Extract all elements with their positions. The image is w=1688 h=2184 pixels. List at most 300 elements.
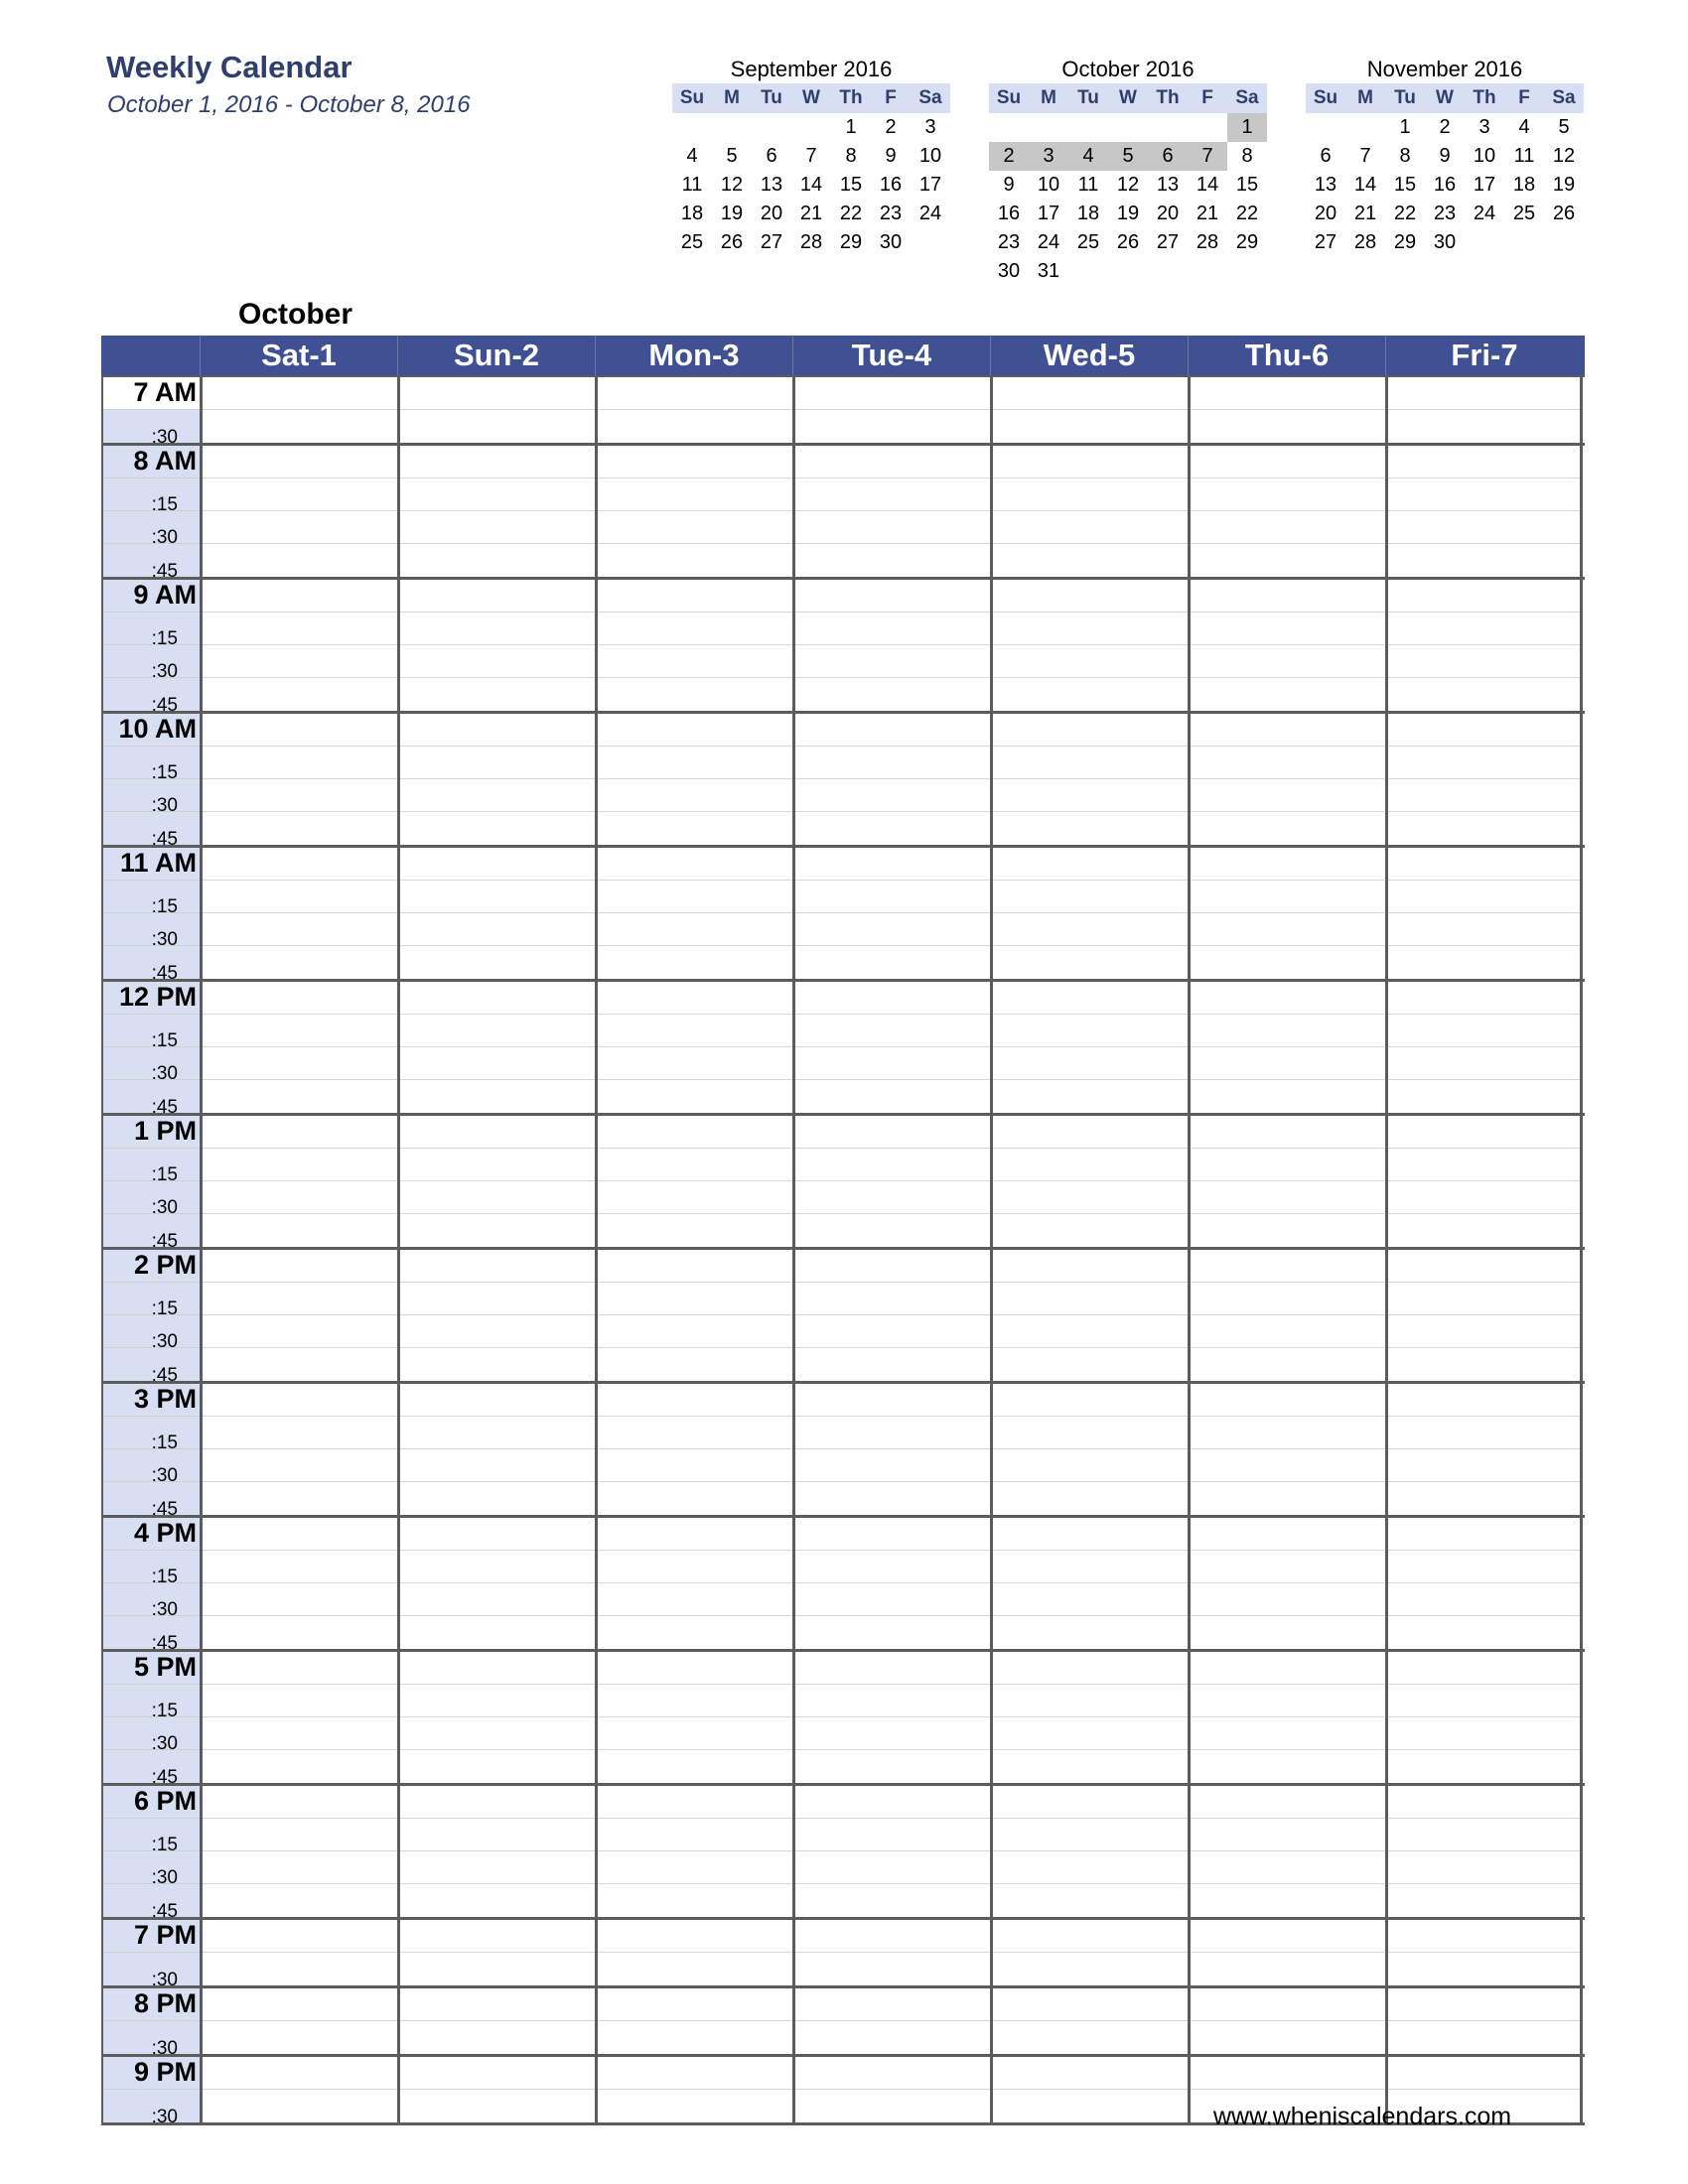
- time-slot-cell[interactable]: [1191, 1449, 1385, 1482]
- time-slot-cell[interactable]: [203, 1417, 397, 1449]
- time-slot-cell[interactable]: [1388, 1080, 1580, 1113]
- time-slot-cell[interactable]: [1191, 812, 1385, 845]
- time-slot-cell[interactable]: [1191, 645, 1385, 678]
- time-slot-cell[interactable]: [1191, 2021, 1385, 2054]
- time-slot-cell[interactable]: [1191, 1551, 1385, 1583]
- time-slot-cell[interactable]: [203, 2021, 397, 2054]
- time-slot-cell[interactable]: [598, 678, 792, 711]
- time-slot-cell[interactable]: [400, 1750, 595, 1783]
- time-slot-cell[interactable]: [993, 812, 1188, 845]
- time-slot-cell[interactable]: [795, 1283, 990, 1315]
- time-slot-cell[interactable]: [1388, 410, 1580, 443]
- time-slot-cell[interactable]: [1191, 1047, 1385, 1080]
- time-slot-cell[interactable]: [795, 2090, 990, 2122]
- time-slot-cell[interactable]: [993, 580, 1188, 613]
- time-slot-cell[interactable]: [1388, 1717, 1580, 1750]
- time-slot-cell[interactable]: [400, 946, 595, 979]
- time-slot-cell[interactable]: [1191, 779, 1385, 812]
- time-slot-cell[interactable]: [993, 1717, 1188, 1750]
- time-slot-cell[interactable]: [1191, 544, 1385, 577]
- time-slot-cell[interactable]: [1191, 1214, 1385, 1247]
- time-slot-cell[interactable]: [203, 2057, 397, 2090]
- time-slot-cell[interactable]: [1191, 848, 1385, 881]
- time-slot-cell[interactable]: [1388, 1214, 1580, 1247]
- time-slot-cell[interactable]: [1191, 1149, 1385, 1181]
- time-slot-cell[interactable]: [400, 2021, 595, 2054]
- time-slot-cell[interactable]: [1191, 2057, 1385, 2090]
- time-slot-cell[interactable]: [598, 1583, 792, 1616]
- time-slot-cell[interactable]: [1191, 478, 1385, 511]
- time-slot-cell[interactable]: [1388, 779, 1580, 812]
- time-slot-cell[interactable]: [598, 881, 792, 913]
- time-slot-cell[interactable]: [1388, 747, 1580, 779]
- time-slot-cell[interactable]: [598, 1551, 792, 1583]
- time-slot-cell[interactable]: [203, 1652, 397, 1685]
- time-slot-cell[interactable]: [1191, 982, 1385, 1015]
- time-slot-cell[interactable]: [1388, 1149, 1580, 1181]
- time-slot-cell[interactable]: [598, 913, 792, 946]
- time-slot-cell[interactable]: [598, 1786, 792, 1819]
- time-slot-cell[interactable]: [598, 1750, 792, 1783]
- time-slot-cell[interactable]: [795, 1750, 990, 1783]
- time-slot-cell[interactable]: [598, 1315, 792, 1348]
- time-slot-cell[interactable]: [1191, 1250, 1385, 1283]
- time-slot-cell[interactable]: [1388, 1786, 1580, 1819]
- time-slot-cell[interactable]: [1191, 410, 1385, 443]
- time-slot-cell[interactable]: [795, 1786, 990, 1819]
- time-slot-cell[interactable]: [598, 1250, 792, 1283]
- time-slot-cell[interactable]: [1388, 1583, 1580, 1616]
- time-slot-cell[interactable]: [598, 613, 792, 645]
- time-slot-cell[interactable]: [203, 913, 397, 946]
- time-slot-cell[interactable]: [203, 645, 397, 678]
- time-slot-cell[interactable]: [400, 1116, 595, 1149]
- time-slot-cell[interactable]: [400, 1616, 595, 1649]
- time-slot-cell[interactable]: [1388, 1652, 1580, 1685]
- time-slot-cell[interactable]: [598, 580, 792, 613]
- time-slot-cell[interactable]: [598, 544, 792, 577]
- time-slot-cell[interactable]: [1388, 1417, 1580, 1449]
- time-slot-cell[interactable]: [598, 1685, 792, 1717]
- time-slot-cell[interactable]: [400, 1417, 595, 1449]
- time-slot-cell[interactable]: [598, 1116, 792, 1149]
- time-slot-cell[interactable]: [400, 1953, 595, 1985]
- time-slot-cell[interactable]: [598, 946, 792, 979]
- time-slot-cell[interactable]: [1388, 1315, 1580, 1348]
- time-slot-cell[interactable]: [993, 1482, 1188, 1515]
- time-slot-cell[interactable]: [795, 1988, 990, 2021]
- time-slot-cell[interactable]: [1388, 1482, 1580, 1515]
- time-slot-cell[interactable]: [795, 1616, 990, 1649]
- time-slot-cell[interactable]: [598, 779, 792, 812]
- time-slot-cell[interactable]: [203, 613, 397, 645]
- time-slot-cell[interactable]: [598, 1449, 792, 1482]
- time-slot-cell[interactable]: [203, 982, 397, 1015]
- time-slot-cell[interactable]: [993, 1884, 1188, 1917]
- time-slot-cell[interactable]: [1191, 1953, 1385, 1985]
- time-slot-cell[interactable]: [1388, 1047, 1580, 1080]
- time-slot-cell[interactable]: [203, 478, 397, 511]
- time-slot-cell[interactable]: [598, 1884, 792, 1917]
- time-slot-cell[interactable]: [400, 1482, 595, 1515]
- time-slot-cell[interactable]: [1388, 848, 1580, 881]
- time-slot-cell[interactable]: [1191, 446, 1385, 478]
- time-slot-cell[interactable]: [203, 1819, 397, 1851]
- time-slot-cell[interactable]: [203, 446, 397, 478]
- time-slot-cell[interactable]: [598, 1149, 792, 1181]
- time-slot-cell[interactable]: [795, 1920, 990, 1953]
- time-slot-cell[interactable]: [598, 982, 792, 1015]
- time-slot-cell[interactable]: [993, 478, 1188, 511]
- time-slot-cell[interactable]: [1388, 2021, 1580, 2054]
- time-slot-cell[interactable]: [993, 1449, 1188, 1482]
- time-slot-cell[interactable]: [1191, 1851, 1385, 1884]
- time-slot-cell[interactable]: [1191, 913, 1385, 946]
- time-slot-cell[interactable]: [993, 2090, 1188, 2122]
- time-slot-cell[interactable]: [1191, 714, 1385, 747]
- time-slot-cell[interactable]: [795, 1417, 990, 1449]
- time-slot-cell[interactable]: [400, 913, 595, 946]
- time-slot-cell[interactable]: [993, 1417, 1188, 1449]
- time-slot-cell[interactable]: [993, 1348, 1188, 1381]
- time-slot-cell[interactable]: [203, 1015, 397, 1047]
- time-slot-cell[interactable]: [400, 1449, 595, 1482]
- time-slot-cell[interactable]: [1191, 1583, 1385, 1616]
- time-slot-cell[interactable]: [795, 613, 990, 645]
- time-slot-cell[interactable]: [795, 848, 990, 881]
- time-slot-cell[interactable]: [598, 1015, 792, 1047]
- time-slot-cell[interactable]: [993, 1149, 1188, 1181]
- time-slot-cell[interactable]: [1191, 1181, 1385, 1214]
- time-slot-cell[interactable]: [1388, 1819, 1580, 1851]
- time-slot-cell[interactable]: [795, 1884, 990, 1917]
- time-slot-cell[interactable]: [598, 714, 792, 747]
- time-slot-cell[interactable]: [1191, 1518, 1385, 1551]
- time-slot-cell[interactable]: [795, 580, 990, 613]
- time-slot-cell[interactable]: [795, 946, 990, 979]
- time-slot-cell[interactable]: [203, 580, 397, 613]
- time-slot-cell[interactable]: [1388, 1884, 1580, 1917]
- time-slot-cell[interactable]: [203, 1250, 397, 1283]
- time-slot-cell[interactable]: [203, 1884, 397, 1917]
- time-slot-cell[interactable]: [795, 1080, 990, 1113]
- time-slot-cell[interactable]: [1191, 1988, 1385, 2021]
- time-slot-cell[interactable]: [795, 1384, 990, 1417]
- time-slot-cell[interactable]: [795, 2057, 990, 2090]
- time-slot-cell[interactable]: [1388, 913, 1580, 946]
- time-slot-cell[interactable]: [203, 1348, 397, 1381]
- time-slot-cell[interactable]: [1191, 1315, 1385, 1348]
- time-slot-cell[interactable]: [1191, 1080, 1385, 1113]
- time-slot-cell[interactable]: [400, 1819, 595, 1851]
- time-slot-cell[interactable]: [993, 1518, 1188, 1551]
- time-slot-cell[interactable]: [993, 1116, 1188, 1149]
- time-slot-cell[interactable]: [203, 1482, 397, 1515]
- time-slot-cell[interactable]: [993, 848, 1188, 881]
- time-slot-cell[interactable]: [400, 1384, 595, 1417]
- time-slot-cell[interactable]: [203, 881, 397, 913]
- time-slot-cell[interactable]: [993, 747, 1188, 779]
- time-slot-cell[interactable]: [203, 2090, 397, 2122]
- time-slot-cell[interactable]: [1388, 544, 1580, 577]
- time-slot-cell[interactable]: [1191, 1384, 1385, 1417]
- time-slot-cell[interactable]: [203, 1116, 397, 1149]
- time-slot-cell[interactable]: [1388, 714, 1580, 747]
- time-slot-cell[interactable]: [1388, 1851, 1580, 1884]
- time-slot-cell[interactable]: [1388, 1551, 1580, 1583]
- time-slot-cell[interactable]: [598, 1080, 792, 1113]
- time-slot-cell[interactable]: [993, 645, 1188, 678]
- time-slot-cell[interactable]: [795, 478, 990, 511]
- time-slot-cell[interactable]: [795, 1652, 990, 1685]
- time-slot-cell[interactable]: [795, 1116, 990, 1149]
- time-slot-cell[interactable]: [203, 1149, 397, 1181]
- time-slot-cell[interactable]: [598, 1283, 792, 1315]
- time-slot-cell[interactable]: [203, 1080, 397, 1113]
- time-slot-cell[interactable]: [1388, 511, 1580, 544]
- time-slot-cell[interactable]: [1388, 982, 1580, 1015]
- time-slot-cell[interactable]: [400, 645, 595, 678]
- time-slot-cell[interactable]: [1191, 1616, 1385, 1649]
- time-slot-cell[interactable]: [400, 1786, 595, 1819]
- time-slot-cell[interactable]: [400, 1884, 595, 1917]
- time-slot-cell[interactable]: [598, 1616, 792, 1649]
- time-slot-cell[interactable]: [795, 645, 990, 678]
- time-slot-cell[interactable]: [400, 1250, 595, 1283]
- time-slot-cell[interactable]: [993, 613, 1188, 645]
- time-slot-cell[interactable]: [598, 1181, 792, 1214]
- time-slot-cell[interactable]: [1388, 2057, 1580, 2090]
- time-slot-cell[interactable]: [1388, 1250, 1580, 1283]
- time-slot-cell[interactable]: [993, 1080, 1188, 1113]
- time-slot-cell[interactable]: [993, 913, 1188, 946]
- time-slot-cell[interactable]: [795, 747, 990, 779]
- time-slot-cell[interactable]: [795, 1583, 990, 1616]
- time-slot-cell[interactable]: [598, 645, 792, 678]
- time-slot-cell[interactable]: [598, 1518, 792, 1551]
- time-slot-cell[interactable]: [795, 1851, 990, 1884]
- time-slot-cell[interactable]: [1191, 1717, 1385, 1750]
- time-slot-cell[interactable]: [598, 1988, 792, 2021]
- time-slot-cell[interactable]: [795, 446, 990, 478]
- time-slot-cell[interactable]: [1191, 580, 1385, 613]
- time-slot-cell[interactable]: [795, 1551, 990, 1583]
- time-slot-cell[interactable]: [598, 377, 792, 410]
- time-slot-cell[interactable]: [795, 779, 990, 812]
- time-slot-cell[interactable]: [1388, 478, 1580, 511]
- time-slot-cell[interactable]: [993, 2057, 1188, 2090]
- time-slot-cell[interactable]: [400, 446, 595, 478]
- time-slot-cell[interactable]: [203, 1384, 397, 1417]
- time-slot-cell[interactable]: [795, 1953, 990, 1985]
- time-slot-cell[interactable]: [1388, 1283, 1580, 1315]
- time-slot-cell[interactable]: [1191, 678, 1385, 711]
- time-slot-cell[interactable]: [598, 1047, 792, 1080]
- time-slot-cell[interactable]: [400, 580, 595, 613]
- time-slot-cell[interactable]: [1191, 1920, 1385, 1953]
- time-slot-cell[interactable]: [400, 982, 595, 1015]
- time-slot-cell[interactable]: [1191, 946, 1385, 979]
- time-slot-cell[interactable]: [203, 1953, 397, 1985]
- time-slot-cell[interactable]: [203, 1283, 397, 1315]
- time-slot-cell[interactable]: [203, 1551, 397, 1583]
- time-slot-cell[interactable]: [1388, 946, 1580, 979]
- time-slot-cell[interactable]: [598, 1384, 792, 1417]
- time-slot-cell[interactable]: [993, 1786, 1188, 1819]
- time-slot-cell[interactable]: [993, 1616, 1188, 1649]
- time-slot-cell[interactable]: [598, 1214, 792, 1247]
- time-slot-cell[interactable]: [1388, 613, 1580, 645]
- time-slot-cell[interactable]: [400, 848, 595, 881]
- time-slot-cell[interactable]: [203, 1047, 397, 1080]
- time-slot-cell[interactable]: [1388, 812, 1580, 845]
- time-slot-cell[interactable]: [795, 714, 990, 747]
- time-slot-cell[interactable]: [203, 848, 397, 881]
- time-slot-cell[interactable]: [993, 881, 1188, 913]
- time-slot-cell[interactable]: [993, 511, 1188, 544]
- time-slot-cell[interactable]: [993, 2021, 1188, 2054]
- time-slot-cell[interactable]: [400, 1920, 595, 1953]
- time-slot-cell[interactable]: [993, 1953, 1188, 1985]
- time-slot-cell[interactable]: [795, 2021, 990, 2054]
- time-slot-cell[interactable]: [795, 1482, 990, 1515]
- time-slot-cell[interactable]: [400, 812, 595, 845]
- time-slot-cell[interactable]: [993, 678, 1188, 711]
- time-slot-cell[interactable]: [203, 714, 397, 747]
- time-slot-cell[interactable]: [795, 410, 990, 443]
- time-slot-cell[interactable]: [203, 812, 397, 845]
- time-slot-cell[interactable]: [203, 1518, 397, 1551]
- time-slot-cell[interactable]: [400, 2057, 595, 2090]
- time-slot-cell[interactable]: [795, 1449, 990, 1482]
- time-slot-cell[interactable]: [203, 1449, 397, 1482]
- time-slot-cell[interactable]: [1388, 1685, 1580, 1717]
- time-slot-cell[interactable]: [1191, 881, 1385, 913]
- time-slot-cell[interactable]: [400, 1988, 595, 2021]
- time-slot-cell[interactable]: [598, 2021, 792, 2054]
- time-slot-cell[interactable]: [993, 1685, 1188, 1717]
- time-slot-cell[interactable]: [598, 747, 792, 779]
- time-slot-cell[interactable]: [1191, 1685, 1385, 1717]
- time-slot-cell[interactable]: [993, 544, 1188, 577]
- time-slot-cell[interactable]: [993, 446, 1188, 478]
- time-slot-cell[interactable]: [795, 881, 990, 913]
- footer-url[interactable]: www.wheniscalendars.com: [1213, 2103, 1512, 2130]
- time-slot-cell[interactable]: [795, 913, 990, 946]
- time-slot-cell[interactable]: [598, 2090, 792, 2122]
- time-slot-cell[interactable]: [400, 1851, 595, 1884]
- time-slot-cell[interactable]: [1388, 446, 1580, 478]
- time-slot-cell[interactable]: [400, 1283, 595, 1315]
- time-slot-cell[interactable]: [1191, 747, 1385, 779]
- time-slot-cell[interactable]: [400, 747, 595, 779]
- time-slot-cell[interactable]: [400, 377, 595, 410]
- time-slot-cell[interactable]: [795, 1518, 990, 1551]
- time-slot-cell[interactable]: [203, 410, 397, 443]
- time-slot-cell[interactable]: [400, 511, 595, 544]
- time-slot-cell[interactable]: [598, 1482, 792, 1515]
- time-slot-cell[interactable]: [203, 1685, 397, 1717]
- time-slot-cell[interactable]: [795, 544, 990, 577]
- time-slot-cell[interactable]: [993, 1652, 1188, 1685]
- time-slot-cell[interactable]: [400, 881, 595, 913]
- time-slot-cell[interactable]: [203, 1583, 397, 1616]
- time-slot-cell[interactable]: [400, 1551, 595, 1583]
- time-slot-cell[interactable]: [400, 544, 595, 577]
- time-slot-cell[interactable]: [598, 1953, 792, 1985]
- time-slot-cell[interactable]: [993, 714, 1188, 747]
- time-slot-cell[interactable]: [1388, 1920, 1580, 1953]
- time-slot-cell[interactable]: [1191, 1283, 1385, 1315]
- time-slot-cell[interactable]: [203, 747, 397, 779]
- time-slot-cell[interactable]: [1191, 613, 1385, 645]
- time-slot-cell[interactable]: [1191, 1417, 1385, 1449]
- time-slot-cell[interactable]: [598, 478, 792, 511]
- time-slot-cell[interactable]: [203, 1315, 397, 1348]
- time-slot-cell[interactable]: [993, 410, 1188, 443]
- time-slot-cell[interactable]: [1191, 511, 1385, 544]
- time-slot-cell[interactable]: [993, 1047, 1188, 1080]
- time-slot-cell[interactable]: [1388, 580, 1580, 613]
- time-slot-cell[interactable]: [203, 511, 397, 544]
- time-slot-cell[interactable]: [598, 1851, 792, 1884]
- time-slot-cell[interactable]: [795, 1685, 990, 1717]
- time-slot-cell[interactable]: [400, 1717, 595, 1750]
- time-slot-cell[interactable]: [400, 1080, 595, 1113]
- time-slot-cell[interactable]: [400, 1214, 595, 1247]
- time-slot-cell[interactable]: [598, 410, 792, 443]
- time-slot-cell[interactable]: [203, 1988, 397, 2021]
- time-slot-cell[interactable]: [1388, 881, 1580, 913]
- time-slot-cell[interactable]: [1388, 1616, 1580, 1649]
- time-slot-cell[interactable]: [203, 1717, 397, 1750]
- time-slot-cell[interactable]: [598, 511, 792, 544]
- time-slot-cell[interactable]: [795, 1214, 990, 1247]
- time-slot-cell[interactable]: [1388, 645, 1580, 678]
- time-slot-cell[interactable]: [993, 946, 1188, 979]
- time-slot-cell[interactable]: [598, 1819, 792, 1851]
- time-slot-cell[interactable]: [598, 1417, 792, 1449]
- time-slot-cell[interactable]: [1388, 1348, 1580, 1381]
- time-slot-cell[interactable]: [993, 1583, 1188, 1616]
- time-slot-cell[interactable]: [795, 511, 990, 544]
- time-slot-cell[interactable]: [1191, 1750, 1385, 1783]
- time-slot-cell[interactable]: [400, 410, 595, 443]
- time-slot-cell[interactable]: [1388, 1518, 1580, 1551]
- time-slot-cell[interactable]: [1388, 1750, 1580, 1783]
- time-slot-cell[interactable]: [1388, 1449, 1580, 1482]
- time-slot-cell[interactable]: [1191, 1348, 1385, 1381]
- time-slot-cell[interactable]: [400, 1348, 595, 1381]
- time-slot-cell[interactable]: [795, 377, 990, 410]
- time-slot-cell[interactable]: [993, 1384, 1188, 1417]
- time-slot-cell[interactable]: [203, 544, 397, 577]
- time-slot-cell[interactable]: [1191, 1819, 1385, 1851]
- time-slot-cell[interactable]: [795, 1181, 990, 1214]
- time-slot-cell[interactable]: [795, 1015, 990, 1047]
- time-slot-cell[interactable]: [1388, 1953, 1580, 1985]
- time-slot-cell[interactable]: [795, 1348, 990, 1381]
- time-slot-cell[interactable]: [795, 1717, 990, 1750]
- time-slot-cell[interactable]: [1191, 1015, 1385, 1047]
- time-slot-cell[interactable]: [993, 1851, 1188, 1884]
- time-slot-cell[interactable]: [1191, 1652, 1385, 1685]
- time-slot-cell[interactable]: [400, 1652, 595, 1685]
- time-slot-cell[interactable]: [400, 1047, 595, 1080]
- time-slot-cell[interactable]: [400, 1518, 595, 1551]
- time-slot-cell[interactable]: [1388, 377, 1580, 410]
- time-slot-cell[interactable]: [1191, 1482, 1385, 1515]
